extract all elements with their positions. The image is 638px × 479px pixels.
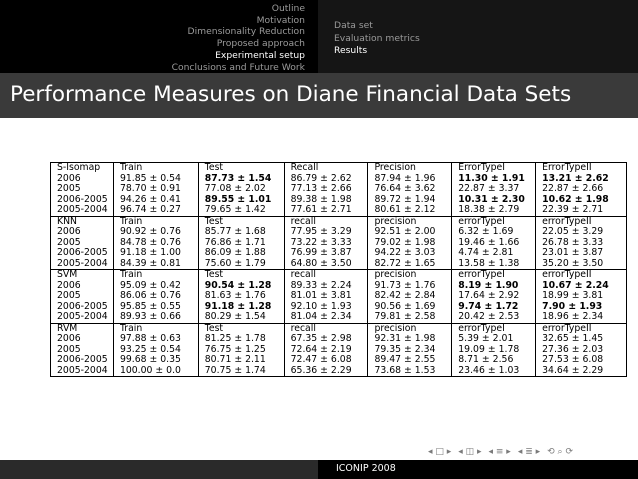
table-cell: 67.35 ± 2.98 — [284, 334, 368, 345]
table-cell: 95.85 ± 0.55 — [113, 302, 198, 313]
table-cell: 72.47 ± 6.08 — [284, 355, 368, 366]
table-cell: 70.75 ± 1.74 — [198, 366, 284, 377]
table-header-cell: ErrorTypeI — [452, 163, 536, 174]
table-cell: 23.01 ± 3.87 — [536, 248, 627, 259]
table-cell: 93.25 ± 0.54 — [113, 345, 198, 356]
table-cell: 73.68 ± 1.53 — [368, 366, 452, 377]
table-header-cell: errorTypeII — [536, 216, 627, 227]
subsection-item[interactable]: Data set — [334, 20, 373, 31]
table-cell: 86.06 ± 0.76 — [113, 291, 198, 302]
table-cell: 89.93 ± 0.66 — [113, 312, 198, 323]
table-cell: 90.54 ± 1.28 — [198, 281, 284, 292]
table-cell: 76.75 ± 1.25 — [198, 345, 284, 356]
table-cell: 2006-2005 — [51, 248, 114, 259]
table-cell: 18.99 ± 3.81 — [536, 291, 627, 302]
table-cell: 89.72 ± 1.94 — [368, 195, 452, 206]
table-cell: 2005-2004 — [51, 312, 114, 323]
table-cell: 89.38 ± 1.98 — [284, 195, 368, 206]
table-header-cell: recall — [284, 216, 368, 227]
table-header-row — [51, 163, 627, 174]
table-header-cell: precision — [368, 323, 452, 334]
table-cell: 2006 — [51, 281, 114, 292]
table-cell: 76.99 ± 3.87 — [284, 248, 368, 259]
table-row — [51, 259, 627, 270]
outline-item[interactable]: Outline — [271, 3, 305, 14]
table-cell: 35.20 ± 3.50 — [536, 259, 627, 270]
table-cell: 23.46 ± 1.03 — [452, 366, 536, 377]
table-header-cell: errorTypeI — [452, 270, 536, 281]
table-cell: 94.22 ± 3.03 — [368, 248, 452, 259]
table-cell: 91.85 ± 0.54 — [113, 174, 198, 185]
table-cell: 96.74 ± 0.27 — [113, 205, 198, 216]
table-cell: 91.18 ± 1.28 — [198, 302, 284, 313]
subsection-nav — [318, 0, 638, 73]
table-cell: 75.60 ± 1.79 — [198, 259, 284, 270]
nav-frame-icon[interactable]: ◂ ≣ ▸ — [517, 447, 541, 457]
table-cell: 34.64 ± 2.29 — [536, 366, 627, 377]
table-cell: 82.72 ± 1.65 — [368, 259, 452, 270]
table-cell: 6.32 ± 1.69 — [452, 227, 536, 238]
table-cell: 87.94 ± 1.96 — [368, 174, 452, 185]
table-cell: 2005-2004 — [51, 259, 114, 270]
table-cell: 81.63 ± 1.76 — [198, 291, 284, 302]
table-cell: 13.58 ± 1.38 — [452, 259, 536, 270]
table-header-cell: Test — [198, 270, 284, 281]
table-row — [51, 355, 627, 366]
table-row — [51, 334, 627, 345]
table-header-cell: Test — [198, 163, 284, 174]
table-cell: 5.39 ± 2.01 — [452, 334, 536, 345]
table-cell: 10.31 ± 2.30 — [452, 195, 536, 206]
table-header-cell: ErrorTypeII — [536, 163, 627, 174]
beamer-navigation — [428, 446, 573, 458]
table-cell: 8.71 ± 2.56 — [452, 355, 536, 366]
table-cell: 2005 — [51, 238, 114, 249]
table-cell: 87.73 ± 1.54 — [198, 174, 284, 185]
table-header-cell: errorTypeII — [536, 323, 627, 334]
table-cell: 18.96 ± 2.34 — [536, 312, 627, 323]
table-row — [51, 205, 627, 216]
table-cell: 89.55 ± 1.01 — [198, 195, 284, 206]
table-row — [51, 248, 627, 259]
table-header-cell: errorTypeII — [536, 270, 627, 281]
performance-table — [50, 162, 627, 377]
table-cell: 2005-2004 — [51, 205, 114, 216]
table-cell: 2005-2004 — [51, 366, 114, 377]
table-cell: 19.46 ± 1.66 — [452, 238, 536, 249]
table-cell: 27.36 ± 2.03 — [536, 345, 627, 356]
table-cell: 79.65 ± 1.42 — [198, 205, 284, 216]
table-header-cell: errorTypeI — [452, 323, 536, 334]
table-cell: 86.79 ± 2.62 — [284, 174, 368, 185]
table-cell: 76.86 ± 1.71 — [198, 238, 284, 249]
table-row — [51, 184, 627, 195]
table-cell: 79.02 ± 1.98 — [368, 238, 452, 249]
table-cell: 9.74 ± 1.72 — [452, 302, 536, 313]
table-cell: 4.74 ± 2.81 — [452, 248, 536, 259]
nav-subsection-icon[interactable]: ◂ ≡ ▸ — [488, 447, 511, 457]
table-cell: 13.21 ± 2.62 — [536, 174, 627, 185]
table-cell: 19.09 ± 1.78 — [452, 345, 536, 356]
table-cell: 22.39 ± 2.71 — [536, 205, 627, 216]
table-row — [51, 366, 627, 377]
table-cell: 2005 — [51, 184, 114, 195]
table-cell: 2006 — [51, 174, 114, 185]
table-cell: 76.64 ± 3.62 — [368, 184, 452, 195]
outline-item[interactable]: Conclusions and Future Work — [171, 61, 305, 73]
table-cell: 2006 — [51, 227, 114, 238]
conference-label: ICONIP 2008 — [336, 463, 396, 474]
table-cell: 84.39 ± 0.81 — [113, 259, 198, 270]
table-cell: 2005 — [51, 291, 114, 302]
table-header-cell: Train — [113, 163, 198, 174]
nav-search-icon[interactable]: ⟲ ⌕ ⟳ — [547, 447, 573, 457]
table-header-cell: SVM — [51, 270, 114, 281]
table-header-cell: precision — [368, 270, 452, 281]
outline-item[interactable]: Proposed approach — [216, 38, 305, 50]
table-cell: 17.64 ± 2.92 — [452, 291, 536, 302]
table-cell: 20.42 ± 2.53 — [452, 312, 536, 323]
nav-section-icon[interactable]: ◂ ◫ ▸ — [458, 447, 482, 457]
table-cell: 89.47 ± 2.55 — [368, 355, 452, 366]
outline-nav — [0, 3, 305, 73]
footer-left-panel — [0, 460, 318, 479]
table-cell: 90.56 ± 1.69 — [368, 302, 452, 313]
table-cell: 89.33 ± 2.24 — [284, 281, 368, 292]
table-header-cell: errorTypeI — [452, 216, 536, 227]
table-cell: 18.38 ± 2.79 — [452, 205, 536, 216]
table-cell: 32.65 ± 1.45 — [536, 334, 627, 345]
table-cell: 10.67 ± 2.24 — [536, 281, 627, 292]
table-cell: 2005 — [51, 345, 114, 356]
table-header-row — [51, 270, 627, 281]
table-cell: 2006-2005 — [51, 195, 114, 206]
table-cell: 91.73 ± 1.76 — [368, 281, 452, 292]
table-cell: 99.68 ± 0.35 — [113, 355, 198, 366]
table-header-cell: Test — [198, 323, 284, 334]
table-header-cell: Train — [113, 323, 198, 334]
table-cell: 85.77 ± 1.68 — [198, 227, 284, 238]
table-header-cell: Train — [113, 270, 198, 281]
table-cell: 97.88 ± 0.63 — [113, 334, 198, 345]
table-cell: 22.05 ± 3.29 — [536, 227, 627, 238]
slide-title: Performance Measures on Diane Financial Data Sets — [10, 82, 572, 107]
table-cell: 82.42 ± 2.84 — [368, 291, 452, 302]
table-cell: 72.64 ± 2.19 — [284, 345, 368, 356]
table-header-cell: Recall — [284, 163, 368, 174]
outline-item[interactable]: Dimensionality Reduction — [187, 26, 305, 38]
table-cell: 64.80 ± 3.50 — [284, 259, 368, 270]
table-cell: 80.61 ± 2.12 — [368, 205, 452, 216]
table-cell: 11.30 ± 1.91 — [452, 174, 536, 185]
footer-bar — [0, 460, 638, 479]
table-cell: 81.01 ± 3.81 — [284, 291, 368, 302]
table-cell: 22.87 ± 2.66 — [536, 184, 627, 195]
table-cell: 79.35 ± 2.34 — [368, 345, 452, 356]
table-cell: 22.87 ± 3.37 — [452, 184, 536, 195]
table-cell: 91.18 ± 1.00 — [113, 248, 198, 259]
nav-first-icon[interactable]: ◂ □ ▸ — [428, 447, 452, 457]
table-header-cell: Precision — [368, 163, 452, 174]
table-header-cell: KNN — [51, 216, 114, 227]
table-cell: 10.62 ± 1.98 — [536, 195, 627, 206]
table-header-cell: recall — [284, 270, 368, 281]
outline-item[interactable]: Motivation — [256, 14, 305, 26]
table-cell: 77.08 ± 2.02 — [198, 184, 284, 195]
table-cell: 92.10 ± 1.93 — [284, 302, 368, 313]
table-row — [51, 291, 627, 302]
table-header-cell: S-Isomap — [51, 163, 114, 174]
table-cell: 65.36 ± 2.29 — [284, 366, 368, 377]
table-cell: 92.31 ± 1.98 — [368, 334, 452, 345]
table-cell: 77.95 ± 3.29 — [284, 227, 368, 238]
table-cell: 94.26 ± 0.41 — [113, 195, 198, 206]
table-header-cell: Train — [113, 216, 198, 227]
table-cell: 27.53 ± 6.08 — [536, 355, 627, 366]
table-header-cell: RVM — [51, 323, 114, 334]
table-cell: 73.22 ± 3.33 — [284, 238, 368, 249]
table-cell: 7.90 ± 1.93 — [536, 302, 627, 313]
header-bar — [0, 0, 638, 73]
table-cell: 95.09 ± 0.42 — [113, 281, 198, 292]
table-cell: 90.92 ± 0.76 — [113, 227, 198, 238]
table-row — [51, 227, 627, 238]
table-cell: 77.13 ± 2.66 — [284, 184, 368, 195]
table-cell: 2006-2005 — [51, 355, 114, 366]
title-bar — [0, 73, 638, 118]
table-cell: 80.71 ± 2.11 — [198, 355, 284, 366]
table-cell: 100.00 ± 0.0 — [113, 366, 198, 377]
table-cell: 80.29 ± 1.54 — [198, 312, 284, 323]
table-cell: 2006-2005 — [51, 302, 114, 313]
subsection-item[interactable]: Evaluation metrics — [334, 33, 420, 44]
table-cell: 8.19 ± 1.90 — [452, 281, 536, 292]
table-cell: 86.09 ± 1.88 — [198, 248, 284, 259]
table-cell: 26.78 ± 3.33 — [536, 238, 627, 249]
subsection-item[interactable]: Results — [334, 45, 368, 56]
table-cell: 81.04 ± 2.34 — [284, 312, 368, 323]
table-cell: 2006 — [51, 334, 114, 345]
table-cell: 77.61 ± 2.71 — [284, 205, 368, 216]
table-cell: 92.51 ± 2.00 — [368, 227, 452, 238]
table-cell: 84.78 ± 0.76 — [113, 238, 198, 249]
table-cell: 79.81 ± 2.58 — [368, 312, 452, 323]
table-row — [51, 312, 627, 323]
outline-item[interactable]: Experimental setup — [215, 49, 305, 61]
table-header-cell: Test — [198, 216, 284, 227]
table-header-cell: recall — [284, 323, 368, 334]
table-cell: 78.70 ± 0.91 — [113, 184, 198, 195]
table-cell: 81.25 ± 1.78 — [198, 334, 284, 345]
table-header-cell: precision — [368, 216, 452, 227]
